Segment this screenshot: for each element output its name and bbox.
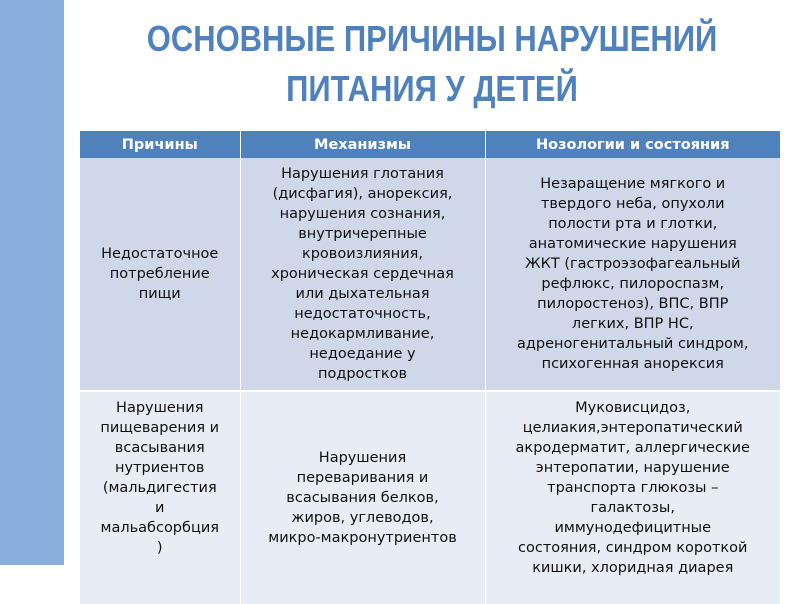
header-conditions: Нозологии и состояния (485, 131, 780, 158)
cell-mechanism (240, 391, 485, 604)
cause-text: Нарушения пищеварения и всасывания нутриентов (мальдигестия и мальабсорбция ) (100, 400, 220, 556)
side-accent-bar (0, 0, 64, 565)
table-row (80, 158, 780, 391)
slide-title-line-1: ОСНОВНЫЕ ПРИЧИНЫ НАРУШЕНИЙ (146, 18, 718, 59)
mechanism-text: Нарушения переваривания и всасывания белков, жиров, углеводов, микро-макронутриентов (268, 450, 457, 546)
cause-text: Недостаточное потребление пищи (101, 246, 219, 302)
conditions-text: Незаращение мягкого и твердого неба, опухоли полости рта и глотки, анатомические нарушения ЖКТ (гастроэзофагеальный рефлюкс, пилороспазм, пилоростеноз), ВПС, ВПР легких, ВПР НС, адреногенитальный синдром, психогенная анорексия (517, 176, 749, 372)
slide-title-line-2: ПИТАНИЯ У ДЕТЕЙ (286, 68, 578, 109)
table-row (80, 391, 780, 604)
header-causes: Причины (80, 131, 240, 158)
mechanism-text: Нарушения глотания (дисфагия), анорексия, нарушения сознания, внутричерепные кровоизлияния, хроническая сердечная или дыхательная недостаточность, недокармливание, недоедание у подростков (271, 166, 454, 382)
cell-cause (80, 391, 240, 604)
cell-conditions (485, 391, 780, 604)
header-mechanisms: Механизмы (240, 131, 485, 158)
cell-mechanism (240, 158, 485, 391)
causes-table (80, 131, 780, 604)
slide-title (116, 14, 749, 114)
conditions-text: Муковисцидоз, целиакия,энтеропатический акродерматит, аллергические энтеропатии, нарушение транспорта глюкозы – галактозы, иммунодефицитные состояния, синдром короткой кишки, хлоридная диарея (515, 400, 750, 576)
cell-cause (80, 158, 240, 391)
table-header-row (80, 131, 780, 158)
cell-conditions (485, 158, 780, 391)
